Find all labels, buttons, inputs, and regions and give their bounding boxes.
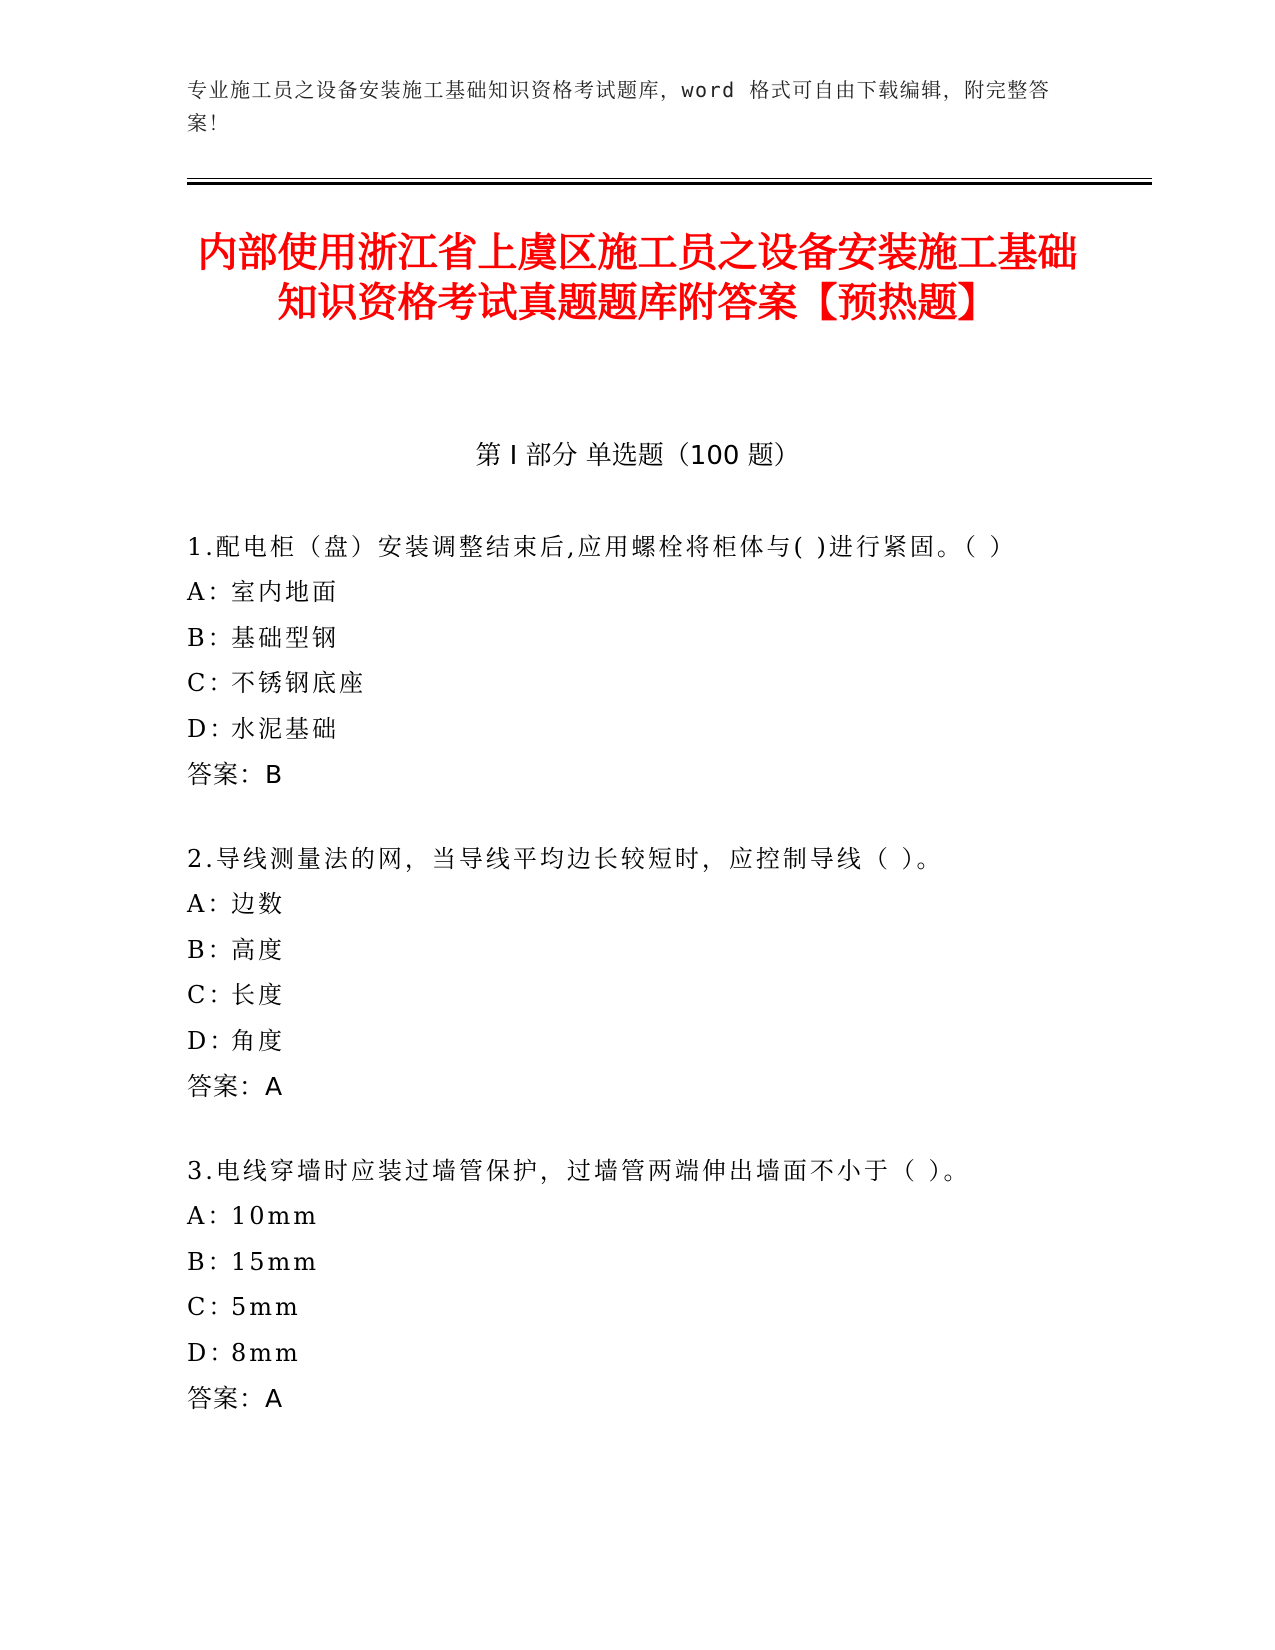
option-d [187, 1331, 1067, 1377]
option-key: A： [187, 1202, 235, 1230]
option-text: 长度 [231, 981, 285, 1009]
header-divider-thick [187, 182, 1152, 185]
option-key: C： [187, 981, 236, 1009]
option-key: A： [187, 578, 235, 606]
option-a [187, 570, 1067, 616]
option-text: 不锈钢底座 [231, 669, 366, 697]
option-text: 15mm [231, 1247, 320, 1276]
document-title: 内部使用浙江省上虞区施工员之设备安装施工基础知识资格考试真题题库附答案【预热题】 [197, 230, 1078, 326]
question-stem: 1.配电柜（盘）安装调整结束后,应用螺栓将柜体与( )进行紧固。（ ） [187, 533, 1017, 561]
answer-line: 答案：A [187, 1072, 284, 1101]
header-note: 专业施工员之设备安装施工基础知识资格考试题库，word 格式可自由下载编辑，附完整答案！ [187, 78, 1051, 135]
option-key: D： [187, 714, 237, 743]
option-text: 室内地面 [231, 578, 339, 606]
option-key: B： [187, 935, 235, 964]
option-d [187, 1019, 1067, 1065]
option-key: C： [187, 1293, 236, 1321]
option-d [187, 707, 1067, 753]
option-key: B： [187, 1247, 235, 1276]
option-c [187, 661, 1067, 707]
question-list [187, 525, 1067, 1461]
option-text: 边数 [231, 890, 285, 918]
option-key: A： [187, 890, 235, 918]
option-key: D： [187, 1026, 237, 1055]
option-b [187, 1240, 1067, 1286]
section-title: 第 I 部分 单选题（100 题） [475, 441, 800, 471]
option-text: 8mm [231, 1338, 301, 1367]
answer-line: 答案：B [187, 760, 284, 789]
option-key: D： [187, 1338, 237, 1367]
option-b [187, 616, 1067, 662]
question-3 [187, 1149, 1067, 1421]
question-1 [187, 525, 1067, 797]
option-a [187, 1194, 1067, 1240]
option-c [187, 1285, 1067, 1331]
question-stem: 2.导线测量法的网，当导线平均边长较短时，应控制导线（ ）。 [187, 845, 944, 873]
header-divider-thin [187, 178, 1152, 179]
option-a [187, 882, 1067, 928]
option-text: 水泥基础 [231, 714, 339, 743]
option-text: 高度 [231, 935, 285, 964]
answer-line: 答案：A [187, 1384, 284, 1413]
option-b [187, 928, 1067, 974]
option-text: 5mm [231, 1293, 301, 1321]
question-2 [187, 837, 1067, 1109]
option-key: B： [187, 623, 235, 652]
question-stem: 3.电线穿墙时应装过墙管保护，过墙管两端伸出墙面不小于（ ）。 [187, 1157, 971, 1185]
option-text: 角度 [231, 1026, 285, 1055]
option-text: 基础型钢 [231, 623, 339, 652]
option-c [187, 973, 1067, 1019]
option-text: 10mm [231, 1202, 320, 1230]
option-key: C： [187, 669, 236, 697]
